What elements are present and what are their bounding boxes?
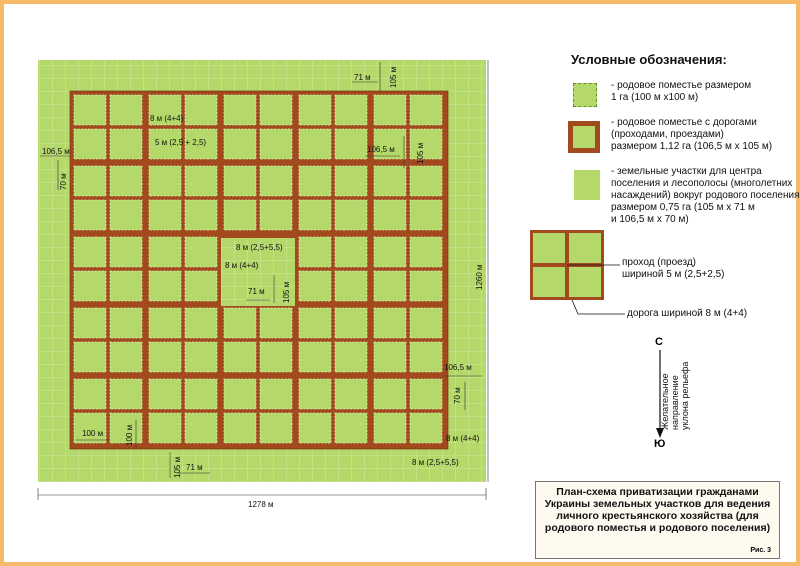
homestead-plot <box>149 237 181 267</box>
homestead-plot <box>110 271 142 301</box>
homestead-plot <box>185 308 217 338</box>
homestead-plot <box>299 413 331 443</box>
homestead-plot <box>299 95 331 125</box>
legend-swatch-plot-roads <box>568 121 600 153</box>
homestead-plot <box>149 379 181 409</box>
homestead-plot <box>74 308 106 338</box>
legend-item-plot-roads: - родовое поместье с дорогами (проходами, проездами) размером 1,12 га (106,5 м х 105 м) <box>611 117 773 152</box>
dim-total-height: 1260 м <box>475 264 484 290</box>
dim-total-width: 1278 м <box>248 500 274 509</box>
dim-passage-c: 8 м (2,5+5,5) <box>412 458 459 467</box>
dim-bl-height: 100 м <box>125 424 134 446</box>
homestead-plot <box>110 379 142 409</box>
homestead-plot <box>374 129 406 159</box>
homestead-plot <box>374 95 406 125</box>
dim-road-c: 8 м (4+4) <box>446 434 480 443</box>
homestead-plot <box>374 166 406 196</box>
dim-inner-width: 106,5 м <box>367 145 395 154</box>
homestead-plot <box>410 129 442 159</box>
legend-swatch-forest <box>574 170 600 200</box>
homestead-plot <box>410 200 442 230</box>
dim-road-a: 8 м (4+4) <box>150 114 184 123</box>
homestead-plot <box>74 413 106 443</box>
homestead-plot <box>260 342 292 372</box>
dim-road-b: 8 м (4+4) <box>225 261 259 270</box>
homestead-plot <box>374 271 406 301</box>
homestead-plot <box>299 200 331 230</box>
homestead-plot <box>410 271 442 301</box>
homestead-plot <box>74 129 106 159</box>
homestead-plot <box>260 308 292 338</box>
dim-passage-a: 5 м (2,5 + 2,5) <box>155 138 207 147</box>
homestead-plot <box>110 342 142 372</box>
homestead-plot <box>149 166 181 196</box>
homestead-plot <box>74 237 106 267</box>
homestead-plot <box>110 237 142 267</box>
homestead-plot <box>299 271 331 301</box>
homestead-plot <box>185 237 217 267</box>
homestead-plot <box>185 379 217 409</box>
homestead-plot <box>335 166 367 196</box>
legend-swatch-plot <box>573 83 597 107</box>
homestead-plot <box>74 379 106 409</box>
homestead-plot <box>374 200 406 230</box>
legend-road-label: дорога шириной 8 м (4+4) <box>627 308 748 319</box>
homestead-plot <box>299 342 331 372</box>
homestead-plot <box>149 413 181 443</box>
homestead-plot <box>185 271 217 301</box>
homestead-plot <box>224 200 256 230</box>
homestead-plot <box>224 95 256 125</box>
homestead-plot <box>410 342 442 372</box>
dim-top-height: 105 м <box>389 66 398 88</box>
homestead-plot <box>299 166 331 196</box>
homestead-plot <box>374 379 406 409</box>
compass-note: Желательное направление уклона рельефа <box>660 361 690 430</box>
homestead-plot <box>110 95 142 125</box>
dim-right-width: 106,5 м <box>444 363 472 372</box>
title-block <box>535 481 780 559</box>
homestead-plot <box>185 413 217 443</box>
homestead-plot <box>185 95 217 125</box>
homestead-plot <box>74 271 106 301</box>
legend-item-forest: - земельные участки для центра поселения и лесополосы (многолетних насаждений) вокруг родового поселения размером 0,75 га (105 м х 71 м и 106,5 м х 70 м) <box>611 166 800 225</box>
homestead-plot <box>224 413 256 443</box>
legend-item-plot: - родовое поместье размером 1 га (100 м х100 м) <box>611 80 752 103</box>
homestead-plot <box>110 166 142 196</box>
homestead-plot <box>335 129 367 159</box>
dim-right-height: 70 м <box>453 387 462 404</box>
dim-center-width: 71 м <box>248 287 265 296</box>
homestead-plot <box>335 308 367 338</box>
plan-title: План-схема приватизации гражданами Украины земельных участков для ведения личного крестьянского хозяйства (для родового поместья и родового поселения) <box>544 486 771 534</box>
dim-bottom-width: 71 м <box>186 463 203 472</box>
homestead-plot <box>410 237 442 267</box>
dim-top-width: 71 м <box>354 73 371 82</box>
dim-left-width: 106,5 м <box>42 147 70 156</box>
homestead-plot <box>74 200 106 230</box>
compass-north: С <box>655 336 663 348</box>
homestead-plot <box>110 308 142 338</box>
homestead-plot <box>374 237 406 267</box>
homestead-plot <box>149 342 181 372</box>
homestead-plot <box>335 379 367 409</box>
homestead-plot <box>374 413 406 443</box>
homestead-plot <box>374 308 406 338</box>
compass-south: Ю <box>654 438 666 450</box>
homestead-plot <box>149 271 181 301</box>
homestead-plot <box>410 413 442 443</box>
homestead-plot <box>185 200 217 230</box>
figure-number: Рис. 3 <box>750 547 771 554</box>
homestead-plot <box>299 237 331 267</box>
homestead-plot <box>335 413 367 443</box>
homestead-plot <box>335 342 367 372</box>
homestead-plot <box>110 200 142 230</box>
homestead-plot <box>149 200 181 230</box>
homestead-plot <box>410 95 442 125</box>
homestead-plot <box>260 413 292 443</box>
homestead-plot <box>74 95 106 125</box>
dim-bl-width: 100 м <box>82 429 104 438</box>
homestead-plot <box>224 379 256 409</box>
homestead-plot <box>260 166 292 196</box>
homestead-plot <box>410 166 442 196</box>
homestead-plot <box>335 237 367 267</box>
dim-bottom-height: 105 м <box>173 456 182 478</box>
homestead-plot <box>74 342 106 372</box>
homestead-plot <box>260 200 292 230</box>
legend-title: Условные обозначения: <box>571 52 727 67</box>
homestead-plot <box>185 342 217 372</box>
dim-passage-b: 8 м (2,5+5,5) <box>236 243 283 252</box>
dim-inner-height: 105 м <box>416 142 425 164</box>
homestead-plot <box>260 379 292 409</box>
homestead-plot <box>224 308 256 338</box>
homestead-plot <box>110 129 142 159</box>
homestead-plot <box>299 308 331 338</box>
homestead-plot <box>299 129 331 159</box>
dim-center-height: 105 м <box>282 281 291 303</box>
legend-passage-label: проход (проезд) шириной 5 м (2,5+2,5) <box>622 257 725 280</box>
dim-left-height: 70 м <box>59 173 68 190</box>
homestead-plot <box>410 308 442 338</box>
homestead-plot <box>299 379 331 409</box>
homestead-plot <box>335 200 367 230</box>
homestead-plot <box>149 308 181 338</box>
homestead-plot <box>374 342 406 372</box>
homestead-plot <box>224 342 256 372</box>
homestead-plot <box>335 95 367 125</box>
homestead-plot <box>224 166 256 196</box>
homestead-plot <box>260 129 292 159</box>
homestead-plot <box>74 166 106 196</box>
homestead-plot <box>224 129 256 159</box>
homestead-plot <box>410 379 442 409</box>
homestead-plot <box>260 95 292 125</box>
homestead-plot <box>185 166 217 196</box>
homestead-plot <box>335 271 367 301</box>
